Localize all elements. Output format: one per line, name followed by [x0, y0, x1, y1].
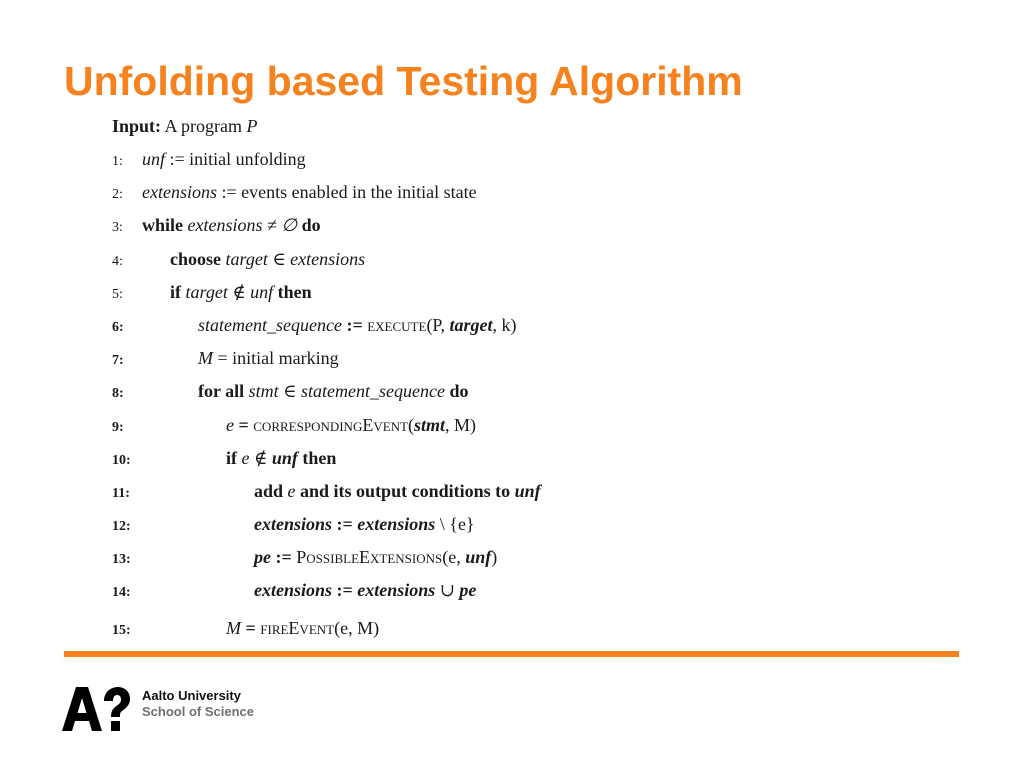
line-text: (e, M) [334, 618, 380, 638]
line-text: , M) [445, 415, 477, 435]
algorithm-line-15 [112, 615, 379, 641]
var-e: e [287, 481, 296, 501]
var-extensions: extensions [142, 182, 217, 202]
line-text: and its output conditions to [295, 481, 515, 501]
line-number: 10: [112, 453, 131, 468]
line-text: target ∈ extensions [221, 249, 366, 269]
line-text: target ∉ unf [181, 282, 278, 302]
var-extensions: extensions [254, 514, 333, 534]
line-text: ∪ [435, 580, 460, 600]
var-extensions: extensions [254, 580, 333, 600]
keyword-if: if [170, 282, 181, 302]
line-number: 6: [112, 320, 124, 335]
assign-op: := [332, 514, 358, 534]
line-text: = initial marking [213, 348, 339, 368]
var-extensions: extensions [357, 580, 436, 600]
var-pe: pe [254, 547, 271, 567]
line-number: 5: [112, 287, 123, 302]
school-name: School of Science [142, 704, 254, 719]
algorithm-line-5 [112, 279, 312, 305]
line-number: 4: [112, 254, 123, 269]
line-number: 11: [112, 486, 130, 501]
line-text: extensions ≠ ∅ [183, 215, 302, 235]
line-text: , k) [492, 315, 517, 335]
line-text: (P, [426, 315, 450, 335]
var-m: M [226, 618, 241, 638]
algorithm-line-10 [112, 445, 336, 471]
line-text: add [254, 481, 288, 501]
var-unf: unf [465, 547, 492, 567]
line-number: 12: [112, 519, 131, 534]
algorithm-line-4 [112, 246, 365, 272]
line-number: 13: [112, 552, 131, 567]
keyword-then: then [297, 448, 337, 468]
line-number: 3: [112, 220, 123, 235]
keyword-if: if [226, 448, 237, 468]
assign-op: := [271, 547, 297, 567]
assign-op: := [341, 315, 368, 335]
var-unf: unf [514, 481, 541, 501]
keyword-do: do [301, 215, 321, 235]
input-var: P [246, 116, 258, 136]
assign-op: = [241, 618, 261, 638]
input-text: A program [164, 116, 243, 136]
line-text: ) [491, 547, 498, 567]
var-stmt: stmt [414, 415, 446, 435]
keyword-while: while [142, 215, 184, 235]
aalto-a-question-logo-icon [62, 687, 130, 731]
algorithm-line-9 [112, 412, 476, 438]
function-corresponding-event: correspondingEvent [253, 415, 408, 435]
var-m: M [198, 348, 213, 368]
orange-divider [64, 651, 959, 657]
line-number: 7: [112, 353, 124, 368]
line-text: := initial unfolding [165, 149, 306, 169]
function-execute: execute [367, 315, 427, 335]
line-text: e ∉ [237, 448, 272, 468]
slide-title: Unfolding based Testing Algorithm [64, 58, 743, 104]
line-text: ( [408, 415, 414, 435]
algorithm-line-6 [112, 312, 516, 338]
keyword-for-all: for all [198, 381, 245, 401]
algorithm-line-1 [112, 146, 306, 172]
keyword-do: do [449, 381, 469, 401]
line-text: (e, [442, 547, 466, 567]
algorithm-line-11 [112, 478, 541, 504]
var-target: target [449, 315, 493, 335]
algorithm-line-12 [112, 511, 475, 537]
var-statement-sequence: statement_sequence [198, 315, 342, 335]
var-pe: pe [459, 580, 477, 600]
line-number: 1: [112, 154, 123, 169]
assign-op: := [332, 580, 358, 600]
algorithm-input-line [112, 113, 258, 139]
university-name-block [142, 688, 254, 720]
function-fire-event: fireEvent [260, 618, 335, 638]
line-text: stmt ∈ statement_sequence [244, 381, 450, 401]
line-number: 14: [112, 585, 131, 600]
algorithm-line-14 [112, 577, 476, 603]
line-number: 8: [112, 386, 124, 401]
line-number: 9: [112, 420, 124, 435]
input-label: Input: [112, 116, 162, 136]
keyword-choose: choose [170, 249, 221, 269]
algorithm-line-3 [112, 212, 321, 238]
var-extensions: extensions [357, 514, 436, 534]
keyword-then: then [277, 282, 312, 302]
algorithm-line-13 [112, 544, 497, 570]
algorithm-line-8 [112, 378, 468, 404]
line-text: \ {e} [435, 514, 475, 534]
algorithm-line-2 [112, 179, 477, 205]
line-text: := events enabled in the initial state [216, 182, 477, 202]
var-unf: unf [271, 448, 298, 468]
line-number: 2: [112, 187, 123, 202]
var-unf: unf [142, 149, 166, 169]
algorithm-line-7 [112, 345, 339, 371]
line-number: 15: [112, 623, 131, 638]
assign-op: = [234, 415, 254, 435]
university-name: Aalto University [142, 688, 241, 703]
var-e: e [226, 415, 234, 435]
function-possible-extensions: PossibleExtensions [296, 547, 443, 567]
